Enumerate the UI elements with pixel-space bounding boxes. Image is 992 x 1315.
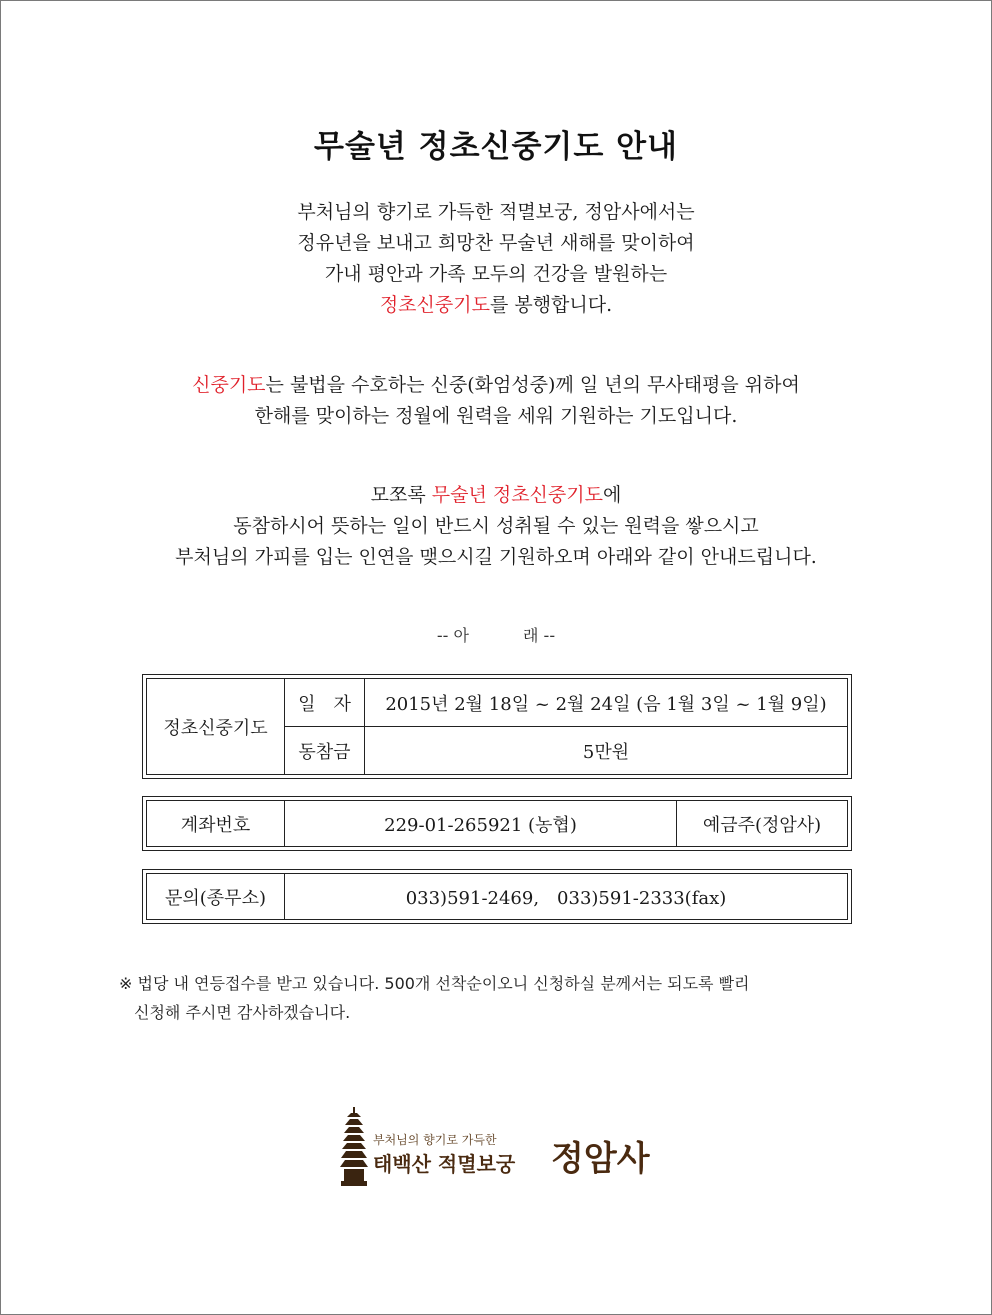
highlight-text: 정초신중기도 — [379, 294, 490, 316]
page-title: 무술년 정초신중기도 안내 — [314, 129, 678, 165]
fee-label: 동참금 — [285, 727, 365, 775]
intro-line — [1, 290, 991, 321]
table-row — [147, 801, 848, 847]
contact-value: 033)591-2469, 033)591-2333(fax) — [285, 874, 848, 920]
table-row — [147, 679, 848, 727]
section-divider — [1, 623, 991, 646]
invitation-paragraph — [1, 480, 991, 573]
contact-label: 문의(종무소) — [147, 874, 285, 920]
temple-logo — [339, 1107, 669, 1187]
highlight-text: 신중기도 — [192, 374, 266, 396]
date-value: 2015년 2월 18일 ~ 2월 24일 (음 1월 3일 ~ 1월 9일) — [365, 679, 848, 727]
fee-value: 5만원 — [365, 727, 848, 775]
invitation-post: 에 — [602, 484, 622, 506]
invitation-line: 부처님의 가피를 입는 인연을 맺으시길 기원하오며 아래와 같이 안내드립니다. — [175, 546, 817, 568]
logo-subtitle: 태백산 적멸보궁 — [373, 1152, 516, 1176]
date-label: 일 자 — [285, 679, 365, 727]
contact-table — [146, 873, 848, 920]
highlight-text: 무술년 정초신중기도 — [431, 484, 603, 506]
account-holder: 예금주(정암사) — [677, 801, 848, 847]
intro-line: 부처님의 향기로 가득한 적멸보궁, 정암사에서는 — [297, 201, 695, 223]
intro-line-rest: 를 봉행합니다. — [489, 294, 613, 316]
notice-line: ※ 법당 내 연등접수를 받고 있습니다. 500개 선착순이오니 신청하실 분께서는 되도록 빨리 — [119, 974, 750, 993]
table-row — [147, 874, 848, 920]
account-label: 계좌번호 — [147, 801, 285, 847]
definition-paragraph — [1, 370, 991, 432]
definition-line-rest: 는 불법을 수호하는 신중(화엄성중)께 일 년의 무사태평을 위하여 — [265, 374, 800, 396]
divider-right: 래 -- — [523, 626, 556, 645]
logo-name: 정암사 — [551, 1139, 650, 1179]
notice-text — [119, 969, 889, 1027]
invitation-pre: 모쪼록 — [370, 484, 432, 506]
intro-line: 가내 평안과 가족 모두의 건강을 발원하는 — [324, 263, 668, 285]
account-number: 229-01-265921 (농협) — [285, 801, 677, 847]
account-table — [146, 800, 848, 847]
category-cell: 정초신중기도 — [147, 679, 285, 775]
definition-line — [1, 370, 991, 401]
definition-line: 한해를 맞이하는 정월에 원력을 세워 기원하는 기도입니다. — [254, 405, 738, 427]
notice-line: 신청해 주시면 감사하겠습니다. — [134, 1003, 351, 1022]
logo-tagline: 부처님의 향기로 가득한 — [373, 1133, 497, 1147]
invitation-line: 동참하시어 뜻하는 일이 반드시 성취될 수 있는 원력을 쌓으시고 — [233, 515, 759, 537]
schedule-table — [146, 678, 848, 775]
intro-paragraph — [1, 197, 991, 321]
invitation-line — [1, 480, 991, 511]
intro-line: 정유년을 보내고 희망찬 무술년 새해를 맞이하여 — [297, 232, 695, 254]
divider-left: -- 아 — [436, 626, 469, 645]
pagoda-icon — [339, 1107, 369, 1187]
